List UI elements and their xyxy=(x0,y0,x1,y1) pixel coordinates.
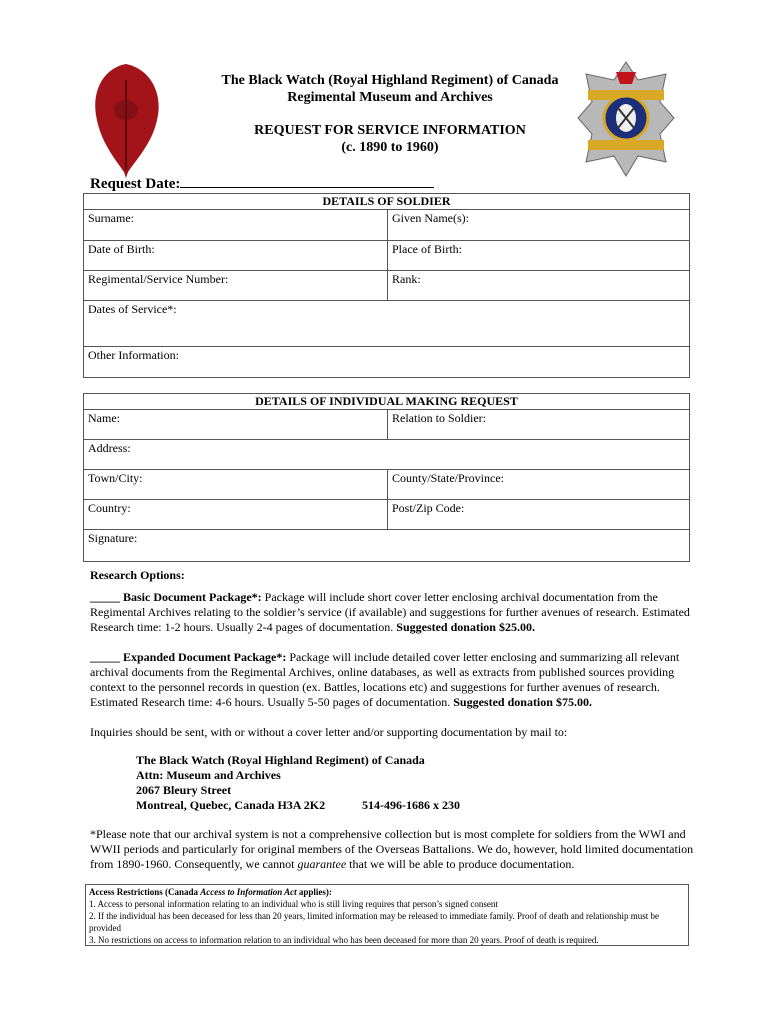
pob-field[interactable]: Place of Birth: xyxy=(388,241,690,271)
service-number-field[interactable]: Regimental/Service Number: xyxy=(84,271,388,301)
basic-text: Package will include short cover letter enclosing archival documentation from the Regimental Archives relating to the soldier’s service (if available) and suggestions for further avenues of research. Estimated Research time: 1-2 hours. Usually 2-4 pages of documentation. xyxy=(90,590,690,634)
name-field[interactable]: Name: xyxy=(84,410,388,440)
address-line-1: The Black Watch (Royal Highland Regiment) of Canada xyxy=(136,753,425,767)
request-date-field[interactable] xyxy=(90,173,434,193)
country-field[interactable]: Country: xyxy=(84,500,388,530)
access-item: 1. Access to personal information relating to an individual who is still living requires that person’s signed consent xyxy=(89,899,498,909)
address-field[interactable]: Address: xyxy=(84,440,690,470)
requester-details-table xyxy=(83,393,690,562)
town-field[interactable]: Town/City: xyxy=(84,470,388,500)
request-date-label: Request Date: xyxy=(90,176,181,192)
expanded-text: Package will include detailed cover letter enclosing and summarizing all relevant archival documents from the Regimental Archives, online databases, as well as extracts from published sources providing context to the personnel records in question (ex. Battles, locations etc) and suggestions for further avenues of research. Estimated Research time: 4-6 hours. Usually 5-50 pages of documentation. xyxy=(90,650,680,709)
access-restrictions-box xyxy=(85,884,689,946)
expanded-package-option[interactable] xyxy=(90,650,700,710)
basic-checkbox-blank[interactable]: _____ xyxy=(90,590,120,604)
given-names-field[interactable]: Given Name(s): xyxy=(388,210,690,241)
phone-number: 514-496-1686 x 230 xyxy=(362,798,460,812)
address-line-3: 2067 Bleury Street xyxy=(136,783,232,797)
dates-of-service-field[interactable]: Dates of Service*: xyxy=(84,301,690,347)
form-period: (c. 1890 to 1960) xyxy=(341,140,439,155)
soldier-details-table xyxy=(83,193,690,378)
basic-package-option[interactable] xyxy=(90,590,700,635)
address-line-4: Montreal, Quebec, Canada H3A 2K2 xyxy=(136,798,326,812)
postal-field[interactable]: Post/Zip Code: xyxy=(388,500,690,530)
basic-donation: Suggested donation $25.00. xyxy=(396,620,535,634)
expanded-donation: Suggested donation $75.00. xyxy=(453,695,592,709)
soldier-heading: DETAILS OF SOLDIER xyxy=(84,194,690,210)
dept-name: Regimental Museum and Archives xyxy=(287,90,493,105)
regimental-badge-logo xyxy=(576,60,676,178)
rank-field[interactable]: Rank: xyxy=(388,271,690,301)
requester-heading: DETAILS OF INDIVIDUAL MAKING REQUEST xyxy=(84,394,690,410)
access-title: Access Restrictions (Canada Access to Information Act applies): xyxy=(89,887,332,897)
note-text: *Please note that our archival system is not a comprehensive collection but is most complete for soldiers from the WWI and WWII periods and particularly for original members of the Overseas Battalions. We do, however, hold limited documentation from 1890-1960. Consequently, we cannot xyxy=(90,827,694,871)
request-date-input[interactable] xyxy=(180,173,434,188)
org-name: The Black Watch (Royal Highland Regiment) of Canada xyxy=(221,73,559,88)
address-line-2: Attn: Museum and Archives xyxy=(136,768,281,782)
surname-field[interactable]: Surname: xyxy=(84,210,388,241)
inquiries-text: Inquiries should be sent, with or without a cover letter and/or supporting documentation by mail to: xyxy=(90,725,568,739)
expanded-checkbox-blank[interactable]: _____ xyxy=(90,650,120,664)
other-info-field[interactable]: Other Information: xyxy=(84,347,690,378)
note-text-end: that we will be able to produce documentation. xyxy=(346,857,575,871)
research-heading: Research Options: xyxy=(90,568,185,582)
archival-note xyxy=(90,827,700,872)
dob-field[interactable]: Date of Birth: xyxy=(84,241,388,271)
access-item: 2. If the individual has been deceased for less than 20 years, limited information may be released to immediate family. Proof of death and relationship must be provided xyxy=(89,911,659,933)
county-field[interactable]: County/State/Province: xyxy=(388,470,690,500)
red-hackle-logo xyxy=(90,60,162,180)
relation-field[interactable]: Relation to Soldier: xyxy=(388,410,690,440)
access-item: 3. No restrictions on access to information relation to an individual who has been deceased for more than 20 years. Proof of death is required. xyxy=(89,935,599,945)
signature-field[interactable]: Signature: xyxy=(84,530,690,562)
basic-title: Basic Document Package*: xyxy=(123,590,262,604)
note-emphasis: guarantee xyxy=(297,857,347,871)
form-title: REQUEST FOR SERVICE INFORMATION xyxy=(254,123,526,138)
expanded-title: Expanded Document Package*: xyxy=(123,650,287,664)
